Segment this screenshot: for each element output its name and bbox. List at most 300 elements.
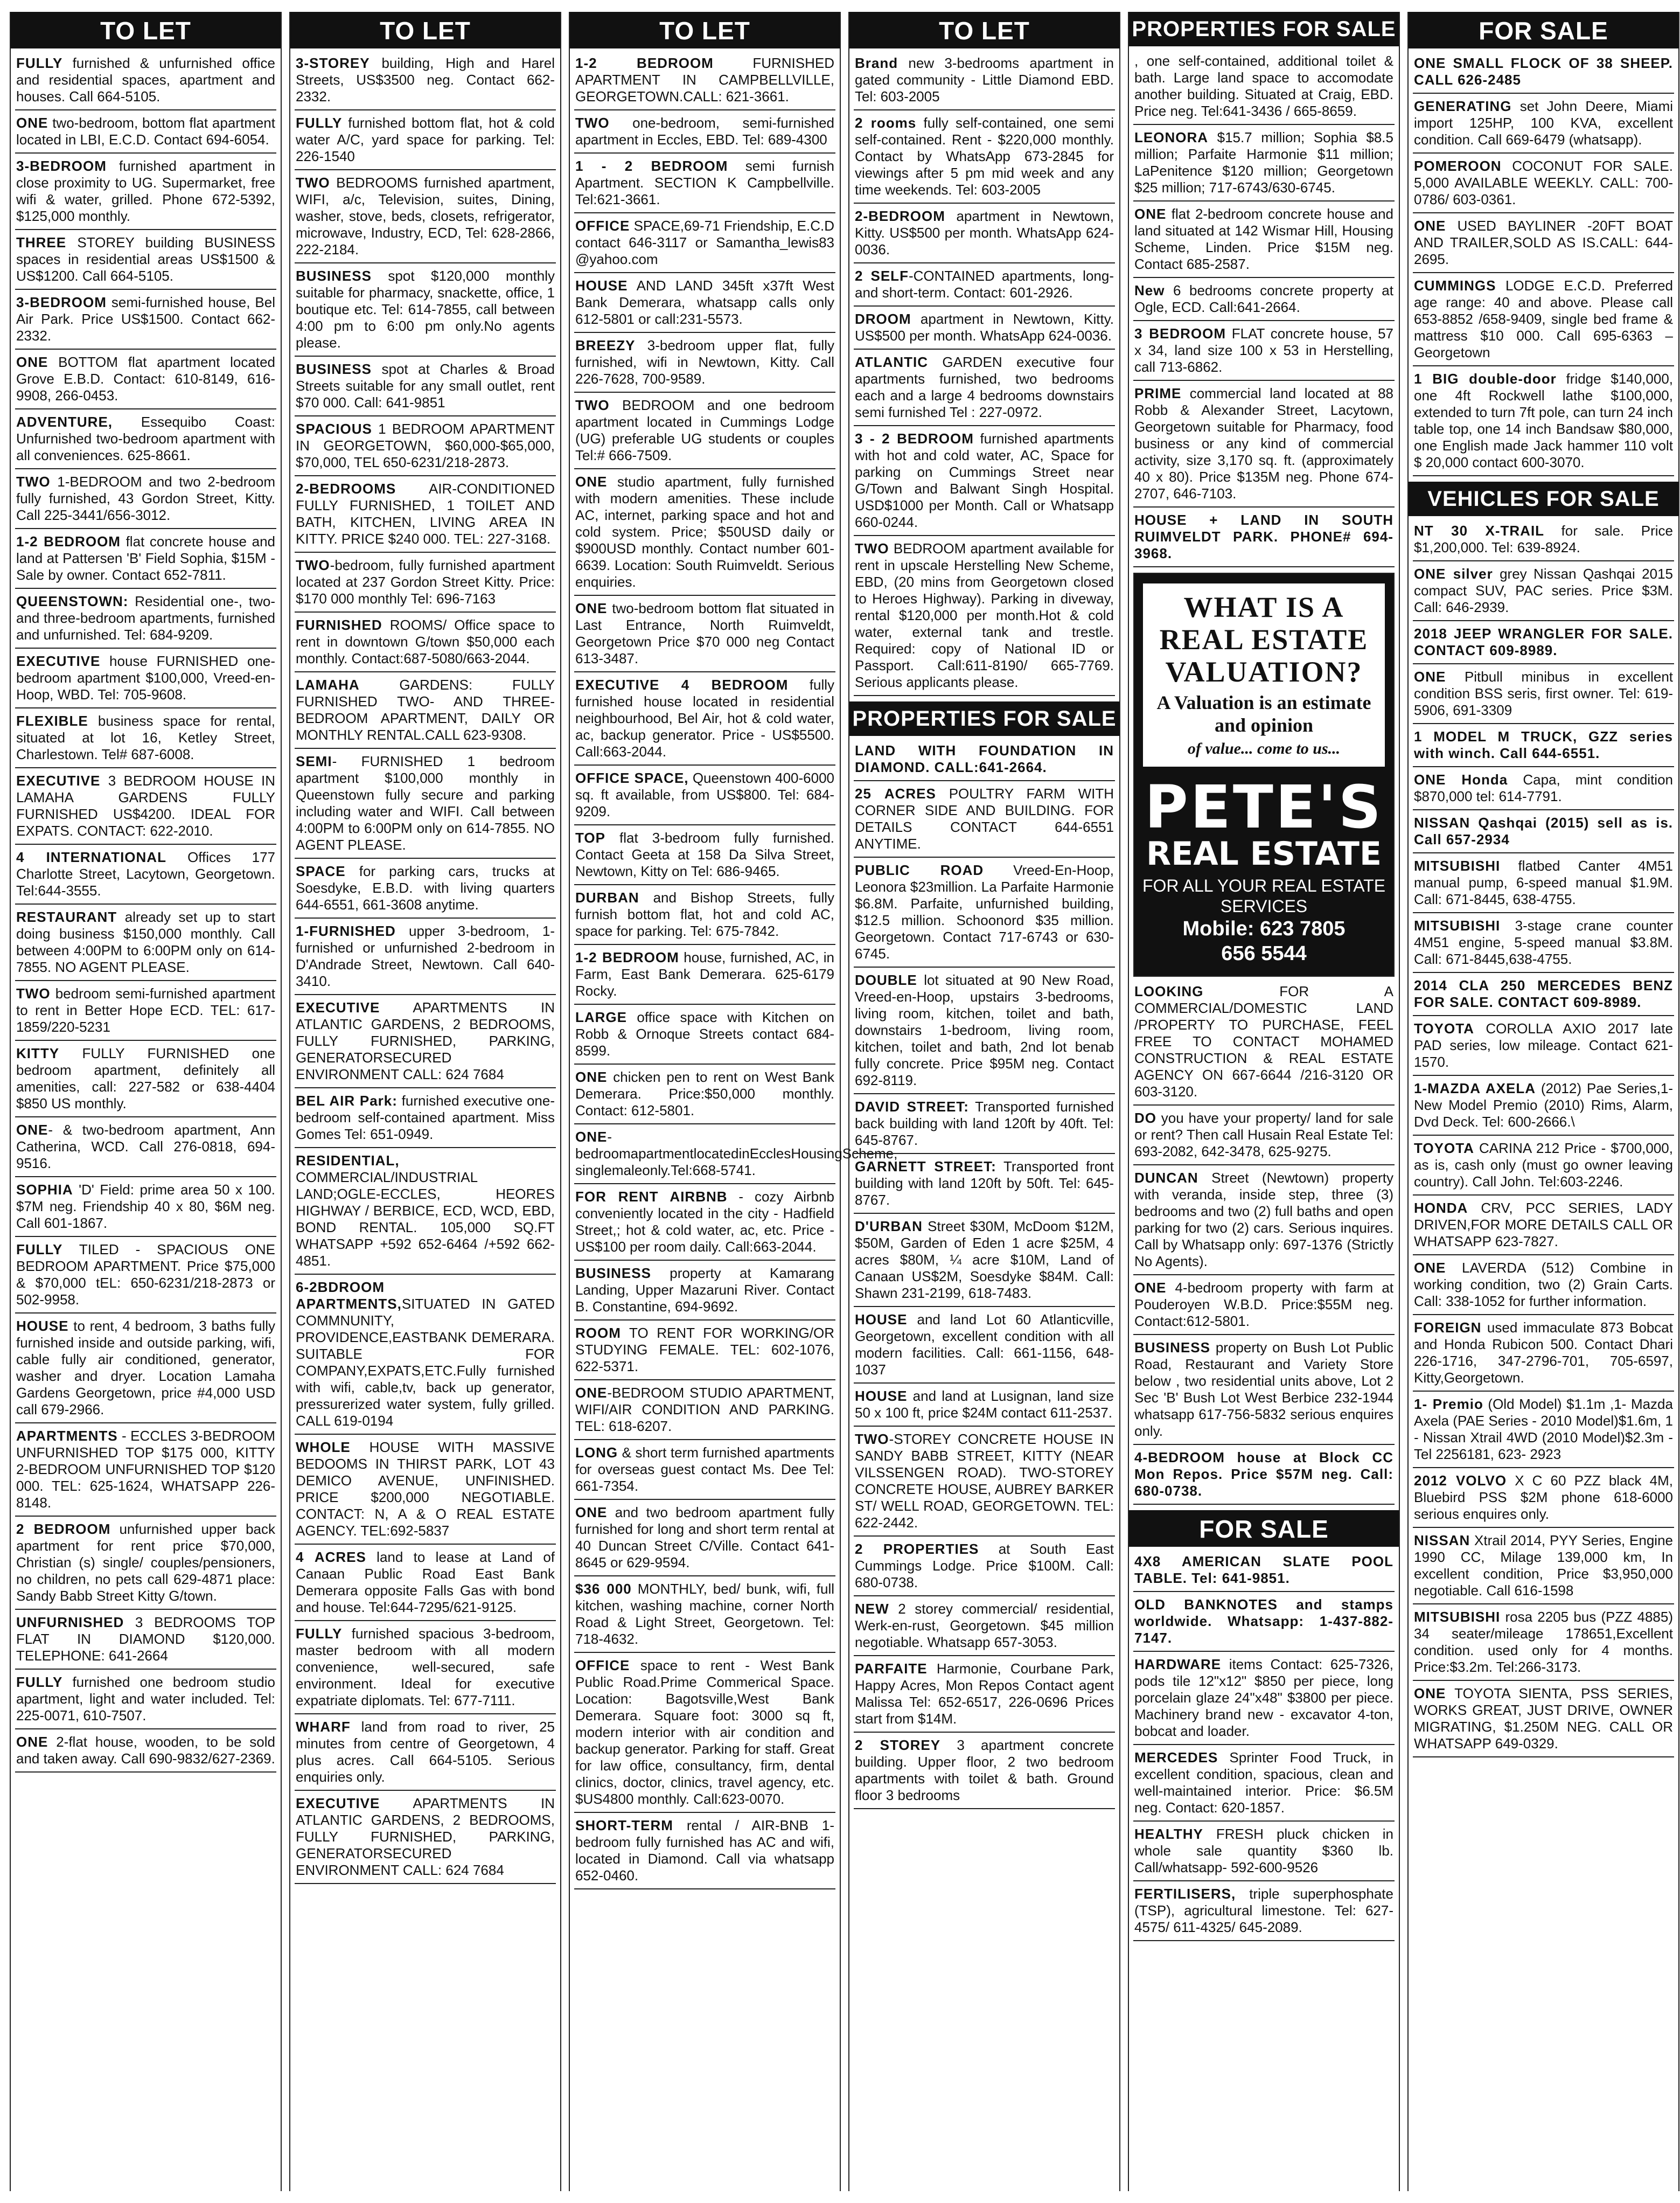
classified-ad <box>295 357 556 416</box>
ad-body: BEDROOM apartment available for rent in upscale Herstelling New Scheme, EBD, (20 mins from Georgetown closed to Heroes Highway). Parking in diveway, rental $120,000 per month.Hot & cold water, external tank and trestle. Required: copy of National ID or Passport. Call:611-8190/ 665-7769. Serious applicants please. <box>855 540 1114 690</box>
ad-body: Transported front building with land 120ft by 50ft. Tel: 645-8767. <box>855 1158 1114 1208</box>
ad-lead: HONDA <box>1414 1200 1468 1216</box>
ad-lead: FULLY <box>296 1625 343 1642</box>
ad-lead: MITSUBISHI <box>1414 1609 1501 1625</box>
section-header: FOR SALE <box>1409 12 1678 48</box>
ad-body: unfurnished upper back apartment for rent price $70,000, Christian (s) single/ couples/pensioners, no children, no pets call 629-4871 place: Sandy Babb Street Kitty G/town. <box>16 1521 275 1604</box>
ad-lead: PRIME <box>1134 385 1182 401</box>
classified-ad <box>574 1380 835 1440</box>
ad-lead: EXECUTIVE 4 BEDROOM <box>575 677 789 693</box>
ad-body: business space for rental, situated at lot 16, Ketley Street, Charlestown. Tel# 687-6008. <box>16 713 275 762</box>
ad-lead: HARDWARE <box>1134 1656 1222 1672</box>
ad-lead: FERTILISERS, <box>1134 1886 1236 1902</box>
ad-body: -STOREY CONCRETE HOUSE IN SANDY BABB STREET, KITTY (NEAR VILSSENGEN ROAD). TWO-STOREY CONCRETE HOUSE, AUBREY BARKER ST/ WELL ROAD, GEORGETOWN. TEL: 622-2442. <box>855 1431 1114 1531</box>
real-estate-banner <box>1133 573 1395 977</box>
ad-lead: 2-BEDROOM <box>855 208 945 224</box>
ad-body: -CONTAINED apartments, long- and short-term. Contact: 601-2926. <box>855 268 1114 301</box>
ad-lead: APARTMENTS <box>16 1428 118 1444</box>
classified-ad <box>574 154 835 213</box>
ad-lead: SOPHIA <box>16 1182 73 1198</box>
classified-ad <box>574 766 835 825</box>
classified-ad <box>854 54 1115 110</box>
ad-body: - & two-bedroom apartment, Ann Catherina, WCD. Call 276-0818, 694-9516. <box>16 1122 275 1171</box>
ad-lead: SHORT-TERM <box>575 1817 673 1833</box>
ad-body: AND LAND 345ft x37ft West Bank Demerara, whatsapp calls only 612-5801 or call:231-5573. <box>575 277 834 327</box>
classified-ad <box>15 649 276 708</box>
ad-lead: $36 000 <box>575 1581 632 1597</box>
classified-ad <box>854 1214 1115 1307</box>
classified-ad <box>15 1517 276 1610</box>
classified-ad <box>15 154 276 230</box>
classified-ad <box>854 1427 1115 1537</box>
ad-body: $15.7 million; Sophia $8.5 million; Parfaite Harmonie $11 million; LaPenitence $120 million; Georgetown $25 million; 717-6743/630-6745. <box>1134 129 1393 196</box>
classified-ad <box>854 307 1115 350</box>
ad-body: furnished one bedroom studio apartment, light and water included. Tel: 225-0071, 610-7507. <box>16 1674 275 1724</box>
ad-body: 2 storey commercial/ residential, Werk-en-rust, Georgetown. $45 million negotiable. Whatsapp 657-3053. <box>855 1601 1114 1650</box>
classified-ad <box>1413 1392 1674 1468</box>
ad-lead: MERCEDES <box>1134 1749 1218 1766</box>
classified-ad <box>295 919 556 995</box>
ad-body: lot situated at 90 New Road, Vreed-en-Hoop, upstairs 3-bedrooms, living room, kitchen, toilet and bath, downstairs 1-bedroom, living room, kitchen, toilet and bath, 2nd lot benab fully concrete. Price $95M neg. Contact 692-8119. <box>855 972 1114 1088</box>
ad-body: HOUSE WITH MASSIVE BEDOOMS IN THIRST PARK, LOT 43 DEMICO AVENUE, UNFINISHED. PRICE $200,000 NEGOTIABLE. CONTACT: N, A & O REAL ESTATE AGENCY. TEL:692-5837 <box>296 1439 555 1539</box>
classified-ad <box>15 845 276 905</box>
classified-ad <box>15 1041 276 1117</box>
classified-ad <box>15 469 276 529</box>
classified-ad <box>574 393 835 469</box>
ad-body: house FURNISHED one-bedroom apartment $100,000, Vreed-en-Hoop, WBD. Tel: 705-9608. <box>16 653 275 703</box>
ad-body: fully self-contained, one semi self-contained. Rent - $220,000 monthly. Contact by WhatsApp 673-2845 for viewings after 5 pm mid week and any time weekends. Tel: 603-2005 <box>855 115 1114 198</box>
classified-ad <box>1413 810 1674 853</box>
ad-lead: 6-2BDROOM APARTMENTS, <box>296 1279 402 1312</box>
classified-ad <box>1413 973 1674 1016</box>
ad-lead: ONE silver <box>1414 566 1493 582</box>
classified-ad <box>854 781 1115 858</box>
ad-lead: HOUSE <box>855 1388 908 1404</box>
ad-lead: SPACE <box>296 863 346 879</box>
ad-list <box>854 741 1115 1809</box>
classified-ad <box>574 213 835 273</box>
ad-body: flat 3-bedroom fully furnished. Contact Geeta at 158 Da Silva Street, Newtown, Kitty on Tel: 686-9465. <box>575 830 834 879</box>
ad-lead: POMEROON <box>1414 158 1502 174</box>
ad-body: Capa, mint condition $870,000 tel: 614-7791. <box>1414 772 1673 804</box>
classified-ad <box>15 1177 276 1237</box>
ad-lead: 2014 CLA 250 MERCEDES BENZ FOR SALE. CONTACT 609-8989. <box>1414 977 1673 1010</box>
ad-lead: LAND WITH FOUNDATION IN DIAMOND. CALL:641-2664. <box>855 742 1114 775</box>
classified-ad <box>574 110 835 154</box>
ad-body: 4-bedroom property with farm at Pouderoyen W.B.D. Price:$55M neg. Contact:612-5801. <box>1134 1280 1393 1329</box>
ad-list <box>1133 982 1395 1505</box>
ad-body: COMMERCIAL/INDUSTRIAL LAND;OGLE-ECCLES, HEORES HIGHWAY / BERBICE, ECD, WCD, EBD, BOND RENTAL. 105,000 SQ.FT WHATSAPP +592 652-6464 /+592 662-4851. <box>296 1169 555 1269</box>
ad-body: and two bedroom apartment fully furnished for long and short term rental at 40 Duncan Street C/Ville. Contact 641-8645 or 629-9594. <box>575 1504 834 1570</box>
classified-ad <box>574 945 835 1005</box>
classified-ad <box>1413 664 1674 724</box>
ad-body: spot at Charles & Broad Streets suitable for any small outlet, rent $70 000. Call: 641-9851 <box>296 361 555 411</box>
classified-ad <box>854 1596 1115 1656</box>
classified-ad <box>1133 982 1395 1106</box>
ad-lead: FULLY <box>296 115 343 131</box>
ad-body: and land at Lusignan, land size 50 x 100 ft, price $24M contact 611-2537. <box>855 1388 1114 1421</box>
classified-ad <box>854 536 1115 696</box>
column-5 <box>1128 12 1400 2191</box>
ad-lead: 3-STOREY <box>296 55 370 71</box>
classified-ad <box>295 1621 556 1714</box>
section-header: TO LET <box>570 12 840 48</box>
ad-body: COROLLA AXIO 2017 late PAD series, low mileage. Contact 621-1570. <box>1414 1020 1673 1070</box>
classified-ad <box>854 1384 1115 1427</box>
classified-ad <box>854 1537 1115 1596</box>
ad-lead: LAMAHA <box>296 677 360 693</box>
classified-ad <box>295 749 556 859</box>
classified-ad <box>574 1261 835 1321</box>
ad-lead: 1-2 BEDROOM <box>575 55 714 71</box>
ad-body: - ECCLES 3-BEDROOM UNFURNISHED TOP $175 000, KITTY 2-BEDROOM UNFURNISHED TOP $120 000. TEL: 625-1624, WHATSAPP 226-8148. <box>16 1428 275 1511</box>
ad-body: -bedroom, fully furnished apartment located at 237 Gordon Street Kitty. Price: $170 000 monthly Tel: 696-7163 <box>296 557 555 607</box>
ad-body: ROOMS/ Office space to rent in downtown G/town $50,000 each monthly. Contact:687-5080/663-2044. <box>296 617 555 666</box>
ad-lead: TWO <box>16 985 51 1002</box>
classified-ad <box>854 204 1115 263</box>
ad-lead: 3 - 2 BEDROOM <box>855 430 974 447</box>
classified-ad <box>1413 1315 1674 1392</box>
ad-lead: DAVID STREET: <box>855 1099 969 1115</box>
banner-card <box>1141 581 1387 769</box>
classified-ad <box>295 672 556 749</box>
ad-body: grey Nissan Qashqai 2015 compact SUV, PAC series. Price $3M. Call: 646-2939. <box>1414 566 1673 615</box>
ad-body: FULLY FURNISHED one bedroom apartment, definitely all amenities, call: 227-582 or 638-4404 $850 US monthly. <box>16 1045 275 1111</box>
classified-ad <box>1133 508 1395 567</box>
ad-lead: ONE <box>575 1504 608 1520</box>
ad-list <box>1133 52 1395 567</box>
ad-body: 3 BEDROOM HOUSE IN LAMAHA GARDENS FULLY FURNISHED US$4200. IDEAL FOR EXPATS. CONTACT: 622-2010. <box>16 773 275 839</box>
ad-body: LODGE E.C.D. Preferred age range: 40 and above. Please call 653-8852 /658-9409, single bed frame & mattress $10 000. Call 695-6363 – Georgetown <box>1414 277 1673 360</box>
classified-ad <box>295 553 556 613</box>
classified-ad <box>854 968 1115 1094</box>
classified-ad <box>574 1576 835 1653</box>
ad-body: BEDROOM and one bedroom apartment located in Cummings Lodge (UG) preferable UG students or couples Tel:# 666-7509. <box>575 397 834 463</box>
classified-ad <box>1133 1652 1395 1745</box>
classified-ad <box>1133 125 1395 201</box>
ad-body: 3-stage crane counter 4M51 engine, 5-speed manual $3.8M. Call: 671-8445,638-4755. <box>1414 918 1673 967</box>
ad-lead: 1-2 BEDROOM <box>16 533 121 550</box>
classified-ad <box>1133 381 1395 508</box>
ad-lead: KITTY <box>16 1045 60 1061</box>
ad-lead: DUNCAN <box>1134 1170 1198 1186</box>
ad-body: semi furnish Apartment. SECTION K Campbellville. Tel:621-3661. <box>575 158 834 207</box>
ad-lead: TOYOTA <box>1414 1140 1474 1156</box>
classified-ad <box>574 885 835 945</box>
ad-lead: ONE <box>16 1122 48 1138</box>
ad-lead: FULLY <box>16 1241 63 1257</box>
ad-body: CRV, PCC SERIES, LADY DRIVEN,FOR MORE DETAILS CALL OR WHATSAPP 623-7827. <box>1414 1200 1673 1249</box>
ad-body: studio apartment, fully furnished with modern amenities. These include AC, internet, parking space and hot and cold system. Price; $50USD daily or $900USD monthly. Contact number 601-6639. Location: South Ruimveldt. Serious enquiries. <box>575 474 834 590</box>
classified-ad <box>574 273 835 333</box>
ad-lead: BUSINESS <box>575 1265 651 1281</box>
ad-lead: ONE <box>575 1069 608 1085</box>
ad-body: 3 BEDROOMS TOP FLAT IN DIAMOND $120,000. TELEPHONE: 641-2664 <box>16 1614 275 1664</box>
ad-body: BOTTOM flat apartment located Grove E.B.D. Contact: 610-8149, 616-9908, 266-0453. <box>16 354 275 404</box>
banner-logo <box>1145 773 1383 873</box>
banner-line-1: A Valuation is an estimate and opinion <box>1156 692 1371 736</box>
ad-body: GARDEN executive four apartments furnished, two bedrooms each and a large 4 bedrooms downstairs semi furnished Tel : 227-0972. <box>855 354 1114 420</box>
ad-body: and land Lot 60 Atlanticville, Georgetown, excellent condition with all modern facilities. Call: 661-1156, 648-1037 <box>855 1311 1114 1378</box>
ad-lead: PUBLIC ROAD <box>855 862 984 878</box>
classified-ad <box>1133 1275 1395 1335</box>
ad-body: , one self-contained, additional toilet & bath. Large land space to accomodate another building. Situated at Craig, EBD. Price neg. Tel:641-3436 / 665-8659. <box>1134 53 1393 119</box>
ad-lead: TWO <box>575 115 610 131</box>
ad-lead: 4-BEDROOM house at Block CC Mon Repos. Price $57M neg. Call: 680-0738. <box>1134 1449 1393 1499</box>
classified-ad <box>15 1610 276 1670</box>
ad-lead: EXECUTIVE <box>296 999 380 1016</box>
classified-ad <box>295 263 556 357</box>
ad-list <box>15 54 276 1773</box>
ad-body: fully furnished house located in residential neighbourhood, Bel Air, hot & cold water, ac, backup generator. Price - US$5500. Call:663-2044. <box>575 677 834 760</box>
ad-lead: BREEZY <box>575 337 636 353</box>
ad-body: two-bedroom bottom flat situated in Last Entrance, North Ruimveldt, Georgetown Price $70 000 neg Contact 613-3487. <box>575 600 834 666</box>
ad-lead: EXECUTIVE <box>296 1795 380 1811</box>
ad-body: items Contact: 625-7326, pods tile 12"x12" $850 per piece, long porcelain glaze 24"x48" $3800 per piece. Machinery brand new - excavator 4-ton, bobcat and loader. <box>1134 1656 1393 1739</box>
ad-lead: OFFICE SPACE, <box>575 770 689 786</box>
ad-body: and Bishop Streets, fully furnish bottom flat, hot and cold AC, space for parking. Tel: 675-7842. <box>575 889 834 939</box>
ad-body: APARTMENTS IN ATLANTIC GARDENS, 2 BEDROOMS, FULLY FURNISHED, PARKING, GENERATORSECURED ENVIRONMENT CALL: 624 7684 <box>296 1795 555 1878</box>
ad-lead: 2 rooms <box>855 115 917 131</box>
classified-ad <box>574 1653 835 1813</box>
classified-ad <box>15 1729 276 1773</box>
ad-lead: WHOLE <box>296 1439 351 1455</box>
ad-body: CARINA 212 Price - $700,000, as is, cash only (must go owner leaving country). Call John. Tel:603-2246. <box>1414 1140 1673 1190</box>
classified-ad <box>1133 321 1395 381</box>
ad-lead: DURBAN <box>575 889 639 906</box>
classified-ad <box>295 1148 556 1275</box>
classified-ad <box>1413 94 1674 154</box>
classified-ad <box>295 476 556 553</box>
ad-lead: 1-2 BEDROOM <box>575 949 679 965</box>
ad-lead: ONE <box>575 474 608 490</box>
ad-body: fridge $140,000, one 4ft Rockwell lathe $100,000, extended to turn 7ft pole, can turn 24 inch table top, one 14 inch Bandsaw $80,000, one English made Jack hammer 110 volt $ 20,000 contact 600-3070. <box>1414 371 1674 470</box>
classified-ad <box>295 995 556 1088</box>
classified-ad <box>15 905 276 981</box>
ad-lead: ONE Honda <box>1414 772 1508 788</box>
classified-ad <box>295 170 556 263</box>
classified-ad <box>1413 1016 1674 1076</box>
section-header-vehicles: VEHICLES FOR SALE <box>1409 482 1678 516</box>
ad-lead: ONE SMALL FLOCK OF 38 SHEEP. CALL 626-2485 <box>1414 55 1673 88</box>
classified-ad <box>574 1184 835 1261</box>
ad-lead: FOR RENT AIRBNB <box>575 1189 728 1205</box>
classified-ad <box>1133 52 1395 125</box>
ad-body: semi-furnished house, Bel Air Park. Price US$1500. Contact 662-2332. <box>16 294 275 344</box>
classified-ad <box>1413 913 1674 973</box>
classified-ad <box>15 110 276 154</box>
ad-lead: EXECUTIVE <box>16 773 101 789</box>
ad-body: 'D' Field: prime area 50 x 100. $7M neg. Friendship 40 x 80, $6M neg. Call 601-1867. <box>16 1182 275 1231</box>
ad-lead: TWO <box>855 540 889 557</box>
ad-body: APARTMENTS IN ATLANTIC GARDENS, 2 BEDROOMS, FULLY FURNISHED, PARKING, GENERATORSECURED ENVIRONMENT CALL: 624 7684 <box>296 999 555 1082</box>
classified-ad <box>1413 1196 1674 1255</box>
ad-lead: DOUBLE <box>855 972 917 988</box>
ad-body: apartment in Newtown, Kitty. US$500 per month. WhatsApp 624-0036. <box>855 311 1114 344</box>
ad-body: -BEDROOM STUDIO APARTMENT, WIFI/AIR CONDITION AND PARKING. TEL: 618-6207. <box>575 1385 834 1434</box>
ad-lead: TWO <box>575 397 610 413</box>
ad-body: furnished apartments with hot and cold water, AC, Space for parking on Cummings Street near G/Town and Balwant Singh Hospital. USD$1000 per Month. Call or Whatsapp 660-0244. <box>855 430 1114 530</box>
section-header: TO LET <box>11 12 281 48</box>
classified-ad <box>574 54 835 110</box>
classified-ad <box>854 741 1115 781</box>
ad-body: FURNISHED APARTMENT IN CAMPBELLVILLE, GEORGETOWN.CALL: 621-3661. <box>575 55 834 105</box>
classified-ad <box>574 333 835 393</box>
ad-lead: ONE <box>1414 1260 1446 1276</box>
classified-ad <box>574 1124 898 1184</box>
ad-lead: NISSAN Qashqai (2015) sell as is. Call 657-2934 <box>1414 815 1673 847</box>
ad-lead: 1 - 2 BEDROOM <box>575 158 728 174</box>
ad-lead: HOUSE + LAND IN SOUTH RUIMVELDT PARK. PHONE# 694-3968. <box>1134 512 1393 561</box>
ad-body: to rent, 4 bedroom, 3 baths fully furnished inside and outside parking, wifi, cable fully air conditioned, generator, washer and dryer. Location Lamaha Gardens Georgetown, price #4,000 USD call 679-2966. <box>16 1318 275 1417</box>
ad-body: flatbed Canter 4M51 manual pump, 6-speed manual $1.9M. Call: 671-8445, 638-4755. <box>1414 858 1673 907</box>
classified-ad <box>15 1237 276 1314</box>
classified-ad <box>295 110 556 170</box>
ad-body: furnished executive one-bedroom self-contained apartment. Miss Gomes Tel: 651-0949. <box>296 1093 555 1142</box>
classified-ad <box>15 768 276 845</box>
ad-body: 3-bedroom upper flat, fully furnished, wifi in Newtown, Kitty. Call 226-7628, 700-9589. <box>575 337 834 387</box>
column-2 <box>289 12 561 2191</box>
ad-body: building, High and Harel Streets, US$3500 neg. Contact 662-2332. <box>296 55 555 105</box>
ad-lead: BUSINESS <box>1134 1339 1210 1356</box>
ad-lead: 2 SELF <box>855 268 909 284</box>
ad-body: land from road to river, 25 minutes from centre of Georgetown, 4 plus acres. Call 664-5105. Serious enquiries only. <box>296 1719 555 1785</box>
classified-ad <box>295 859 556 919</box>
column-4 <box>848 12 1120 2191</box>
classified-ad <box>1413 213 1674 273</box>
ad-lead: 4 ACRES <box>296 1549 366 1565</box>
banner-phone-1: Mobile: 623 7805 <box>1182 918 1346 940</box>
ad-body: for sale. Price $1,200,000. Tel: 639-8924. <box>1414 523 1673 555</box>
ad-lead: 4X8 AMERICAN SLATE POOL TABLE. Tel: 641-9851. <box>1134 1553 1393 1586</box>
ad-lead: HOUSE <box>855 1311 908 1328</box>
ad-lead: UNFURNISHED <box>16 1614 124 1630</box>
ad-body: (2012) Pae Series,1- New Model Premio (2010) Rims, Alarm, Dvd Deck. Tel: 600-2666.\ <box>1414 1080 1673 1130</box>
classified-ad <box>295 54 556 110</box>
ad-body: Transported furnished back building with land 120ft by 40ft. Tel: 645-8767. <box>855 1099 1114 1148</box>
ad-body: FOR A COMMERCIAL/DOMESTIC LAND /PROPERTY TO PURCHASE, FEEL FREE TO CONTACT MOHAMED CONSTRUCTION & REAL ESTATE AGENCY ON 667-6644 /216-3120 OR 603-3120. <box>1134 983 1393 1100</box>
ad-body: 6 bedrooms concrete property at Ogle, ECD. Call:641-2664. <box>1134 282 1393 315</box>
ad-lead: ONE <box>1414 218 1446 234</box>
ad-body: GARDENS: FULLY FURNISHED TWO- AND THREE-BEDROOM APARTMENT, DAILY OR MONTHLY RENTAL.CALL 623-9308. <box>296 677 555 743</box>
ad-lead: 1 BIG double-door <box>1414 371 1557 387</box>
ad-body: furnished apartment in close proximity to UG. Supermarket, free wifi & water, grilled. Phone 672-5392, $125,000 monthly. <box>16 158 275 224</box>
ad-lead: OFFICE <box>575 218 630 234</box>
ad-lead: ONE <box>16 115 48 131</box>
classified-ad <box>1133 1335 1395 1445</box>
ad-body: Sprinter Food Truck, in excellent condition, spacious, clean and well-maintained interior. Price: $6.5M neg. Contact: 620-1857. <box>1134 1749 1393 1816</box>
ad-body: two-bedroom, bottom flat apartment located in LBI, E.C.D. Contact 694-6054. <box>16 115 275 148</box>
ad-list <box>1413 522 1674 1757</box>
ad-body: FLAT concrete house, 57 x 34, land size 100 x 53 in Herstelling, call 713-6862. <box>1134 325 1393 375</box>
column-6 <box>1407 12 1679 2191</box>
ad-list <box>1413 54 1674 476</box>
ad-body: 1 BEDROOM APARTMENT IN GEORGETOWN, $60,000-$65,000, $70,000, TEL 650-6231/218-2873. <box>296 421 555 470</box>
ad-body: land to lease at Land of Canaan Public Road East Bank Demerara opposite Falls Gas with bond and house. Tel:644-7295/621-9125. <box>296 1549 555 1615</box>
ad-body: spot $120,000 monthly suitable for pharmacy, snackette, office, 1 boutique etc. Tel: 614-7855, call between 4:00 pm to 6:00 pm only.No agents please. <box>296 268 555 351</box>
ad-body: TOYOTA SIENTA, PSS SERIES, WORKS GREAT, JUST DRIVE, OWNER MIGRATING, $1.250M NEG. CALL OR WHATSAPP 649-0329. <box>1414 1685 1673 1752</box>
ad-body: 3 apartment concrete building. Upper floor, 2 two bedroom apartments with toilet & bath. Ground floor 3 bedrooms <box>855 1737 1114 1803</box>
ad-lead: 2018 JEEP WRANGLER FOR SALE. CONTACT 609-8989. <box>1414 626 1673 658</box>
classified-ad <box>1413 54 1674 94</box>
ad-lead: 2 STOREY <box>855 1737 941 1753</box>
section-header: PROPERTIES FOR SALE <box>1129 12 1399 46</box>
classified-ad <box>1413 724 1674 767</box>
classified-ad <box>1413 1681 1674 1757</box>
ad-lead: TOYOTA <box>1414 1020 1474 1037</box>
classified-ad <box>1413 621 1674 664</box>
ad-lead: ROOM <box>575 1325 621 1341</box>
ad-lead: TWO <box>296 557 330 573</box>
ad-body: furnished spacious 3-bedroom, master bedroom with all modern convenience, well-secured, safe environment. Ideal for executive expatriate diplomats. Tel: 677-7111. <box>296 1625 555 1708</box>
ad-lead: HOUSE <box>575 277 628 294</box>
classified-ad <box>1413 1604 1674 1681</box>
ad-body: house, furnished, AC, in Farm, East Bank Demerara. 625-6179 Rocky. <box>575 949 834 999</box>
classified-ad <box>854 110 1115 204</box>
ad-lead: NEW <box>855 1601 889 1617</box>
banner-line-2: of value... come to us... <box>1187 740 1341 758</box>
ad-body: commercial land located at 88 Robb & Alexander Street, Lacytown, Georgetown suitable for Pharmacy, food business or any kind of commercial activity, size 3,170 sq. ft. (approximately 40 x 80). Price $135M neg. Phone 674-2707, 646-7103. <box>1134 385 1393 502</box>
ad-lead: OFFICE <box>575 1657 630 1673</box>
classified-ad <box>574 672 835 766</box>
classified-ad <box>1133 201 1395 278</box>
ad-lead: NT 30 X-TRAIL <box>1414 523 1545 539</box>
classified-ad <box>1413 767 1674 810</box>
ad-body: flat 2-bedroom concrete house and land situated at 142 Wismar Hill, Housing Scheme, Linden. Price $15M neg. Contact 685-2587. <box>1134 206 1393 272</box>
ad-body: & short term furnished apartments for overseas guest contact Ms. Dee Tel: 661-7354. <box>575 1444 834 1494</box>
classified-ad <box>1133 1822 1395 1881</box>
ad-body: space to rent - West Bank Public Road.Prime Commerical Space. Location: Bagotsville,West Bank Demerara. Square foot: 3000 sq ft, modern interior with air condition and backup generator. Parking for staff. Great for law office, consultancy, firm, dental clinics, doctor, clinics, travel agency, etc. $US4800 monthly. Call:623-0070. <box>575 1657 834 1807</box>
ad-lead: BUSINESS <box>296 361 372 377</box>
ad-body: Essequibo Coast: Unfurnished two-bedroom apartment with all conveniences. 625-8661. <box>16 414 275 463</box>
ad-list <box>854 54 1115 696</box>
classified-ad <box>574 1440 835 1500</box>
classified-ad <box>15 1423 276 1517</box>
ad-lead: BEL AIR Park: <box>296 1093 398 1109</box>
classified-ad <box>1133 1552 1395 1592</box>
ad-body: 1-BEDROOM and two 2-bedroom fully furnished, 43 Gordon Street, Kitty. Call 225-3441/656-3012. <box>16 474 275 523</box>
ad-body: - FURNISHED 1 bedroom apartment $100,000 monthly in Queenstown fully secure and parking including water and WIFI. Call between 4:00PM to 6:00PM only on 614-7855. NO AGENT PLEASE. <box>296 753 555 853</box>
classified-ad <box>1133 1881 1395 1941</box>
ad-body: one-bedroom, semi-furnished apartment in Eccles, EBD. Tel: 689-4300 <box>575 115 834 148</box>
ad-body: furnished bottom flat, hot & cold water A/C, yard space for parking. Tel: 226-1540 <box>296 115 555 164</box>
ad-body: Queenstown 400-6000 sq. ft available, from US$800. Tel: 684-9209. <box>575 770 834 819</box>
ad-body: Street $30M, McDoom $12M, $50M, Garden of Eden 1 acre $25M, 4 acres $80M, ¼ acre $10M, Land of Canaan US$2M, Soesdyke $84M. Call: Shawn 231-2199, 618-7483. <box>855 1218 1114 1301</box>
ad-body: set John Deere, Miami import 125HP, 100 KVA, excellent condition. Call 669-6479 (whatsapp). <box>1414 98 1673 148</box>
classified-ad <box>295 1714 556 1791</box>
ad-lead: LARGE <box>575 1009 627 1025</box>
ad-lead: LONG <box>575 1444 618 1461</box>
ad-lead: NISSAN <box>1414 1532 1470 1548</box>
classified-ad <box>15 1117 276 1177</box>
classified-ad <box>1133 1106 1395 1165</box>
ad-body: Vreed-En-Hoop, Leonora $23million. La Parfaite Harmonie $6.8M. Parfaite, unfurnished building, $12.5 million. Schoonord $35 million. Georgetown. Contact 717-6743 or 630-6745. <box>855 862 1114 962</box>
ad-lead: 4 INTERNATIONAL <box>16 849 166 865</box>
ad-lead: HEALTHY <box>1134 1826 1203 1842</box>
banner-phone-2: 656 5544 <box>1221 942 1307 965</box>
classified-ad <box>295 1545 556 1621</box>
classified-ad <box>295 1088 556 1148</box>
ad-body: rental / AIR-BNB 1-bedroom fully furnished has AC and wifi, located in Diamond. Call via whatsapp 652-0460. <box>575 1817 834 1884</box>
logo-subtext: REAL ESTATE <box>1146 835 1382 873</box>
ad-lead: FURNISHED <box>296 617 382 633</box>
ad-lead: ADVENTURE, <box>16 414 113 430</box>
column-1 <box>10 12 282 2191</box>
ad-body: chicken pen to rent on West Bank Demerara. Price:$50,000 monthly. Contact: 612-5801. <box>575 1069 834 1118</box>
classified-ad <box>1413 366 1674 476</box>
ad-lead: 2-BEDROOMS <box>296 481 396 497</box>
ad-body: office space with Kitchen on Robb & Ornoque Streets contact 684-8599. <box>575 1009 834 1059</box>
